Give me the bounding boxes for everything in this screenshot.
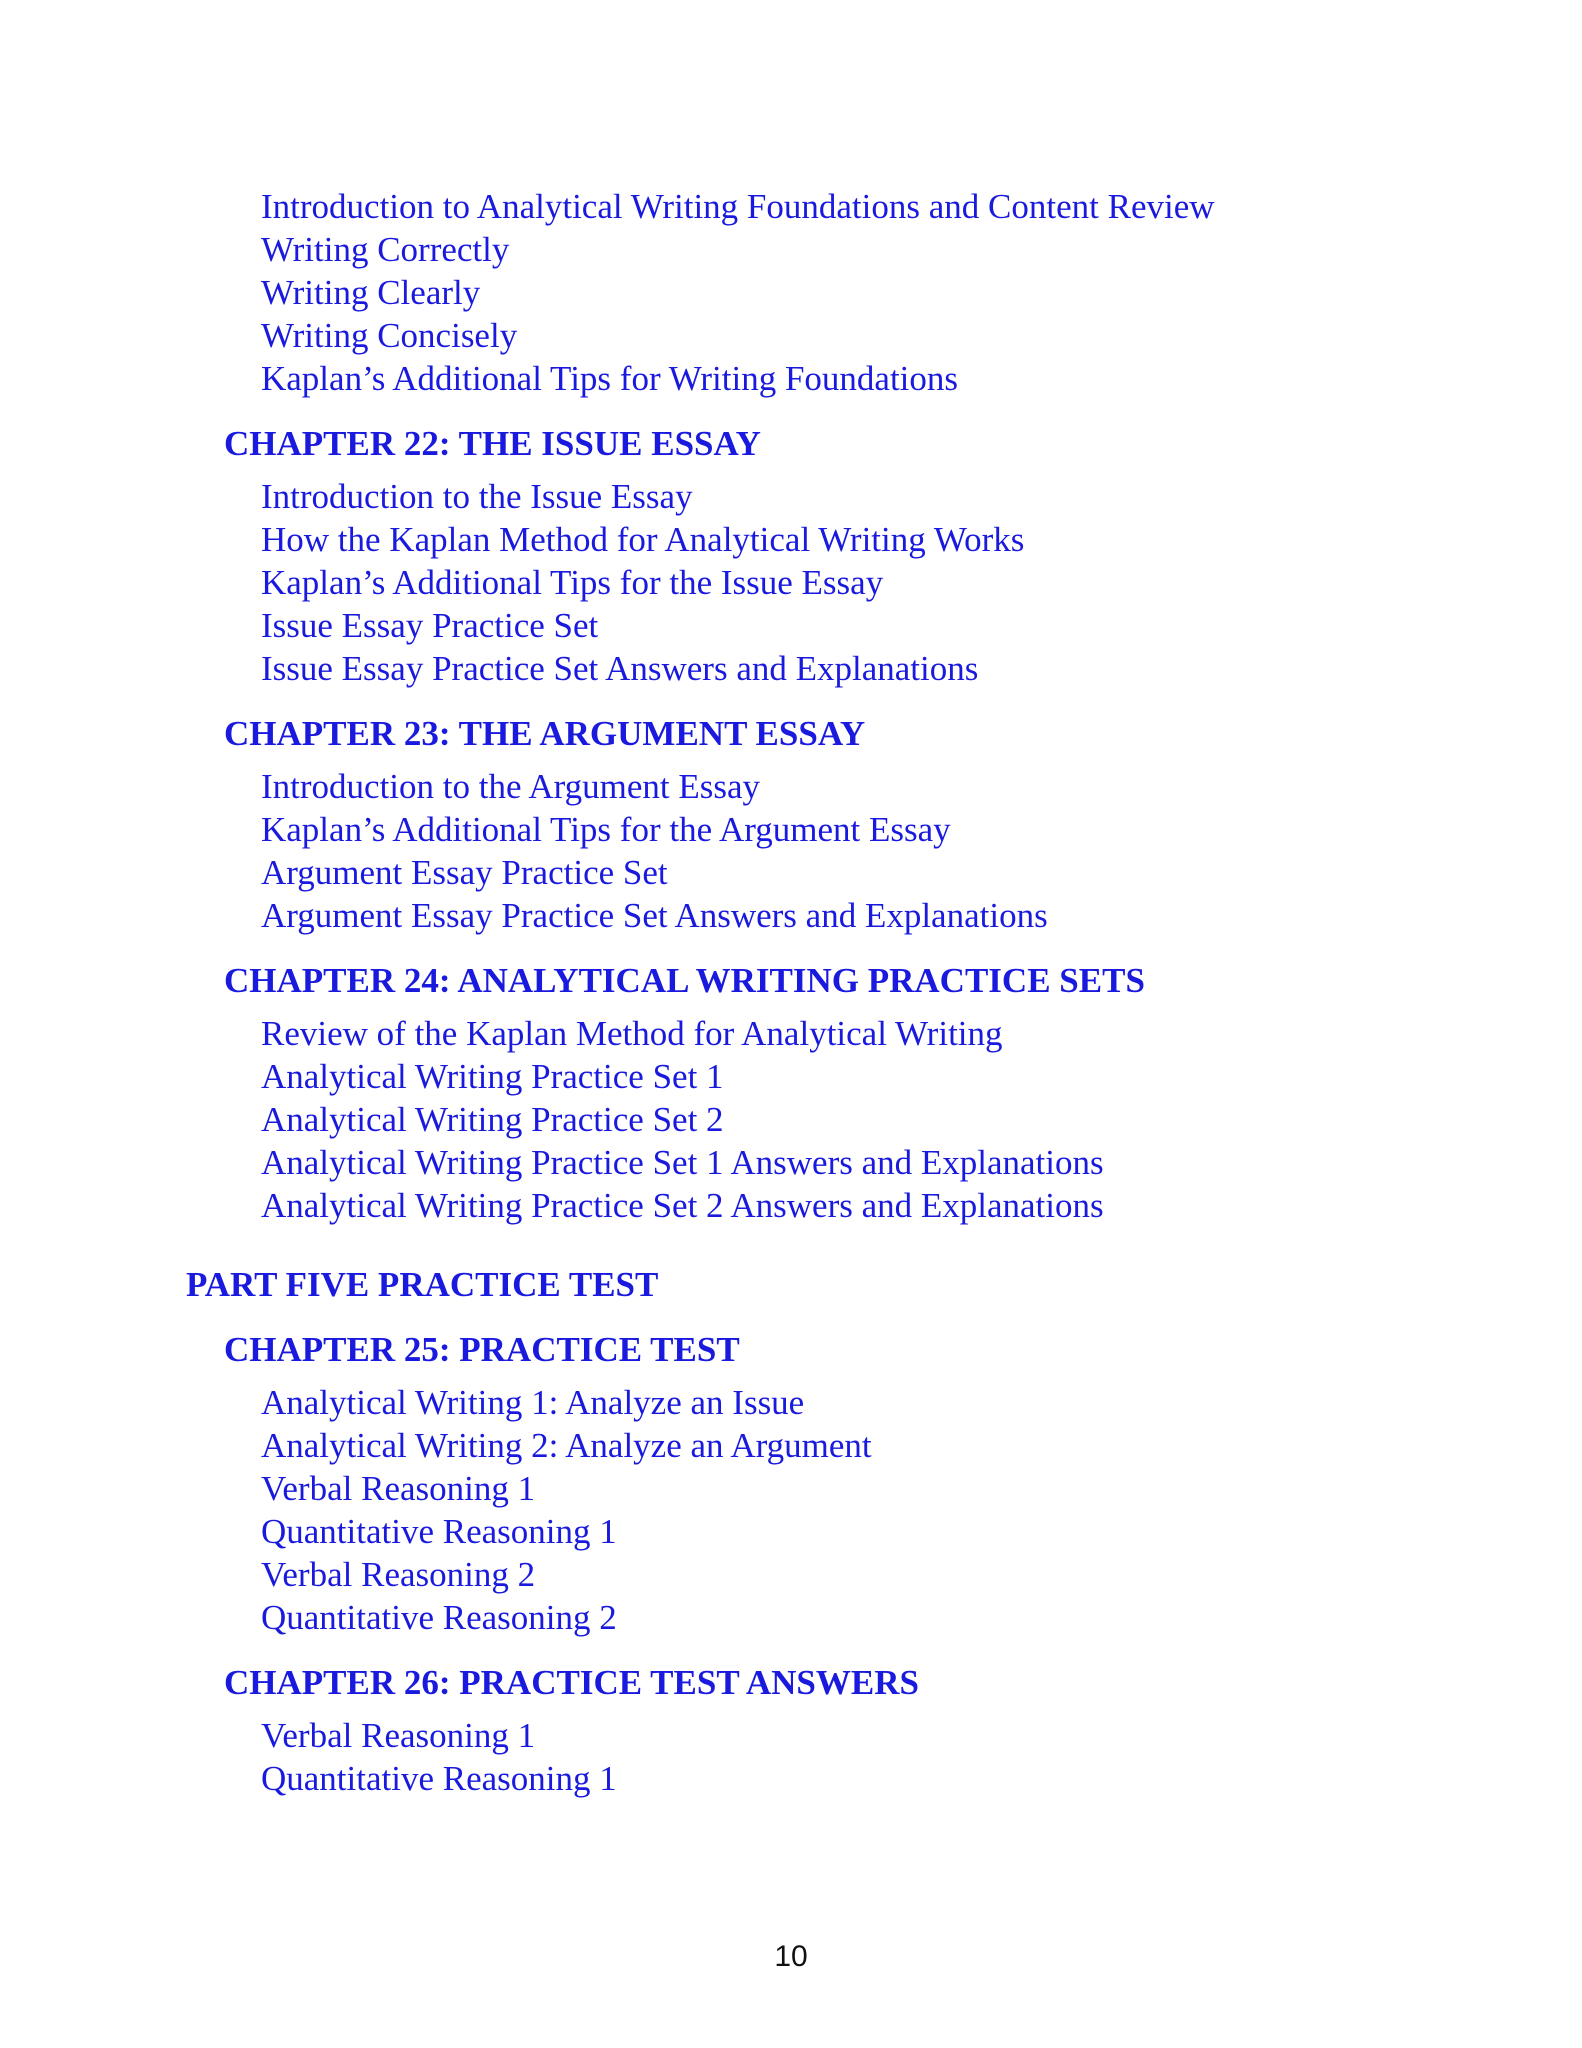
toc-link[interactable]: Introduction to Analytical Writing Foundations and Content Review — [261, 187, 1215, 226]
toc-link[interactable]: Kaplan’s Additional Tips for the Issue Essay — [261, 563, 884, 602]
chapter-26-heading[interactable]: CHAPTER 26: PRACTICE TEST ANSWERS — [224, 1663, 919, 1702]
toc-link[interactable]: Analytical Writing Practice Set 1 Answers and Explanations — [261, 1143, 1104, 1182]
toc-link[interactable]: Verbal Reasoning 1 — [261, 1469, 536, 1508]
toc-link[interactable]: Analytical Writing Practice Set 2 Answers and Explanations — [261, 1186, 1104, 1225]
toc-link[interactable]: Analytical Writing 1: Analyze an Issue — [261, 1383, 805, 1422]
toc-link[interactable]: Writing Concisely — [261, 316, 518, 355]
chapter-25-entries — [0, 1381, 1582, 1639]
toc-link[interactable]: Quantitative Reasoning 2 — [261, 1598, 617, 1637]
toc-link[interactable]: Analytical Writing Practice Set 2 — [261, 1100, 724, 1139]
chapter-24-entries — [0, 1012, 1582, 1227]
toc-link[interactable]: Quantitative Reasoning 1 — [261, 1759, 617, 1798]
toc-link[interactable]: Verbal Reasoning 2 — [261, 1555, 536, 1594]
chapter-26-entries — [0, 1714, 1582, 1800]
toc-link[interactable]: Analytical Writing 2: Analyze an Argument — [261, 1426, 872, 1465]
toc-group-writing-foundations — [0, 185, 1582, 400]
chapter-22-heading[interactable]: CHAPTER 22: THE ISSUE ESSAY — [224, 424, 761, 463]
toc-link[interactable]: Issue Essay Practice Set — [261, 606, 599, 645]
toc-link[interactable]: Argument Essay Practice Set Answers and Explanations — [261, 896, 1048, 935]
toc-link[interactable]: Introduction to the Argument Essay — [261, 767, 761, 806]
chapter-25-heading[interactable]: CHAPTER 25: PRACTICE TEST — [224, 1330, 740, 1369]
chapter-23-entries — [0, 765, 1582, 937]
chapter-24-heading[interactable]: CHAPTER 24: ANALYTICAL WRITING PRACTICE SETS — [224, 961, 1145, 1000]
toc-link[interactable]: Introduction to the Issue Essay — [261, 477, 693, 516]
page-number: 10 — [774, 1940, 808, 1973]
toc-link[interactable]: How the Kaplan Method for Analytical Writing Works — [261, 520, 1025, 559]
toc-link[interactable]: Kaplan’s Additional Tips for Writing Foundations — [261, 359, 959, 398]
chapter-22-entries — [0, 475, 1582, 690]
part-five-heading[interactable]: PART FIVE PRACTICE TEST — [186, 1265, 659, 1304]
toc-link[interactable]: Quantitative Reasoning 1 — [261, 1512, 617, 1551]
toc-link[interactable]: Argument Essay Practice Set — [261, 853, 668, 892]
toc-link[interactable]: Writing Correctly — [261, 230, 510, 269]
toc-link[interactable]: Kaplan’s Additional Tips for the Argument Essay — [261, 810, 951, 849]
table-of-contents — [0, 185, 1582, 1800]
toc-link[interactable]: Writing Clearly — [261, 273, 481, 312]
toc-link[interactable]: Analytical Writing Practice Set 1 — [261, 1057, 724, 1096]
toc-link[interactable]: Issue Essay Practice Set Answers and Explanations — [261, 649, 979, 688]
toc-link[interactable]: Verbal Reasoning 1 — [261, 1716, 536, 1755]
toc-link[interactable]: Review of the Kaplan Method for Analytical Writing — [261, 1014, 1003, 1053]
chapter-23-heading[interactable]: CHAPTER 23: THE ARGUMENT ESSAY — [224, 714, 866, 753]
